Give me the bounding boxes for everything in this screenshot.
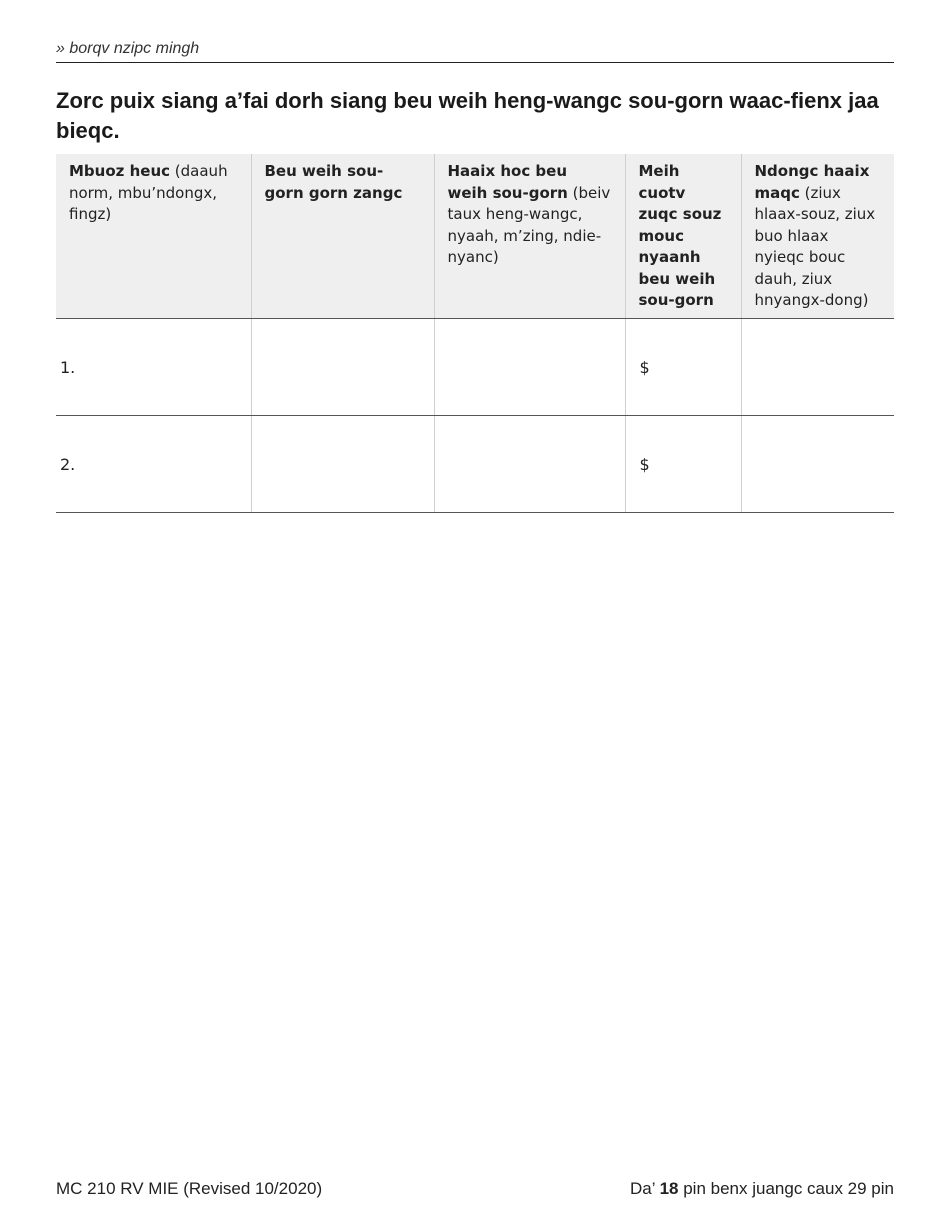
relation-field[interactable] [251,319,434,416]
header-type-detail: (beiv taux heng-wangc, nyaah, m’zing, ndie-nyanc) [447,183,611,266]
header-relation-cell [251,154,434,319]
header-type-bold: Haaix hoc beu weih sou-gorn [447,162,568,202]
form-table [56,154,894,513]
page-suffix: pin benx juangc caux 29 pin [678,1179,894,1198]
page-title: Zorc puix siang a’fai dorh siang beu weih heng-wangc sou-gorn waac-fienx jaa bieqc. [56,88,879,143]
dollar-sign: $ [639,454,650,474]
header-name-cell [56,154,251,319]
header-cost-cell [625,154,741,319]
header-frequency-bold: Ndongc haaix maqc [754,162,870,202]
cost-field[interactable] [625,319,741,416]
page-indicator [630,1179,894,1199]
frequency-field[interactable] [741,416,894,513]
page-number: 18 [659,1179,679,1198]
type-field[interactable] [434,319,625,416]
cost-field[interactable] [625,416,741,513]
header-frequency-cell [741,154,894,319]
header-name-bold: Mbuoz heuc [69,162,171,180]
header-frequency-detail: (ziux hlaax-souz, ziux buo hlaax nyieqc bouc dauh, ziux hnyangx-dong) [754,183,876,309]
breadcrumb: » borqv nzipc mingh [56,40,894,63]
frequency-field[interactable] [741,319,894,416]
dollar-sign: $ [639,357,650,377]
table-row [56,319,894,416]
row-number: 2. [56,416,251,513]
table-row [56,416,894,513]
relation-field[interactable] [251,416,434,513]
form-id: MC 210 RV MIE (Revised 10/2020) [56,1179,323,1198]
header-name-detail: (daauh norm, mbu’ndongx, fingz) [69,162,228,223]
row-number: 1. [56,319,251,416]
page-prefix: Da’ [629,1179,660,1198]
header-cost-bold: Meih cuotv zuqc souz mouc nyaanh beu weih sou-gorn [638,162,722,309]
type-field[interactable] [434,416,625,513]
header-relation-bold: Beu weih sou-gorn gorn zangc [264,162,403,202]
header-type-cell [434,154,625,319]
table-header-row [56,154,894,319]
